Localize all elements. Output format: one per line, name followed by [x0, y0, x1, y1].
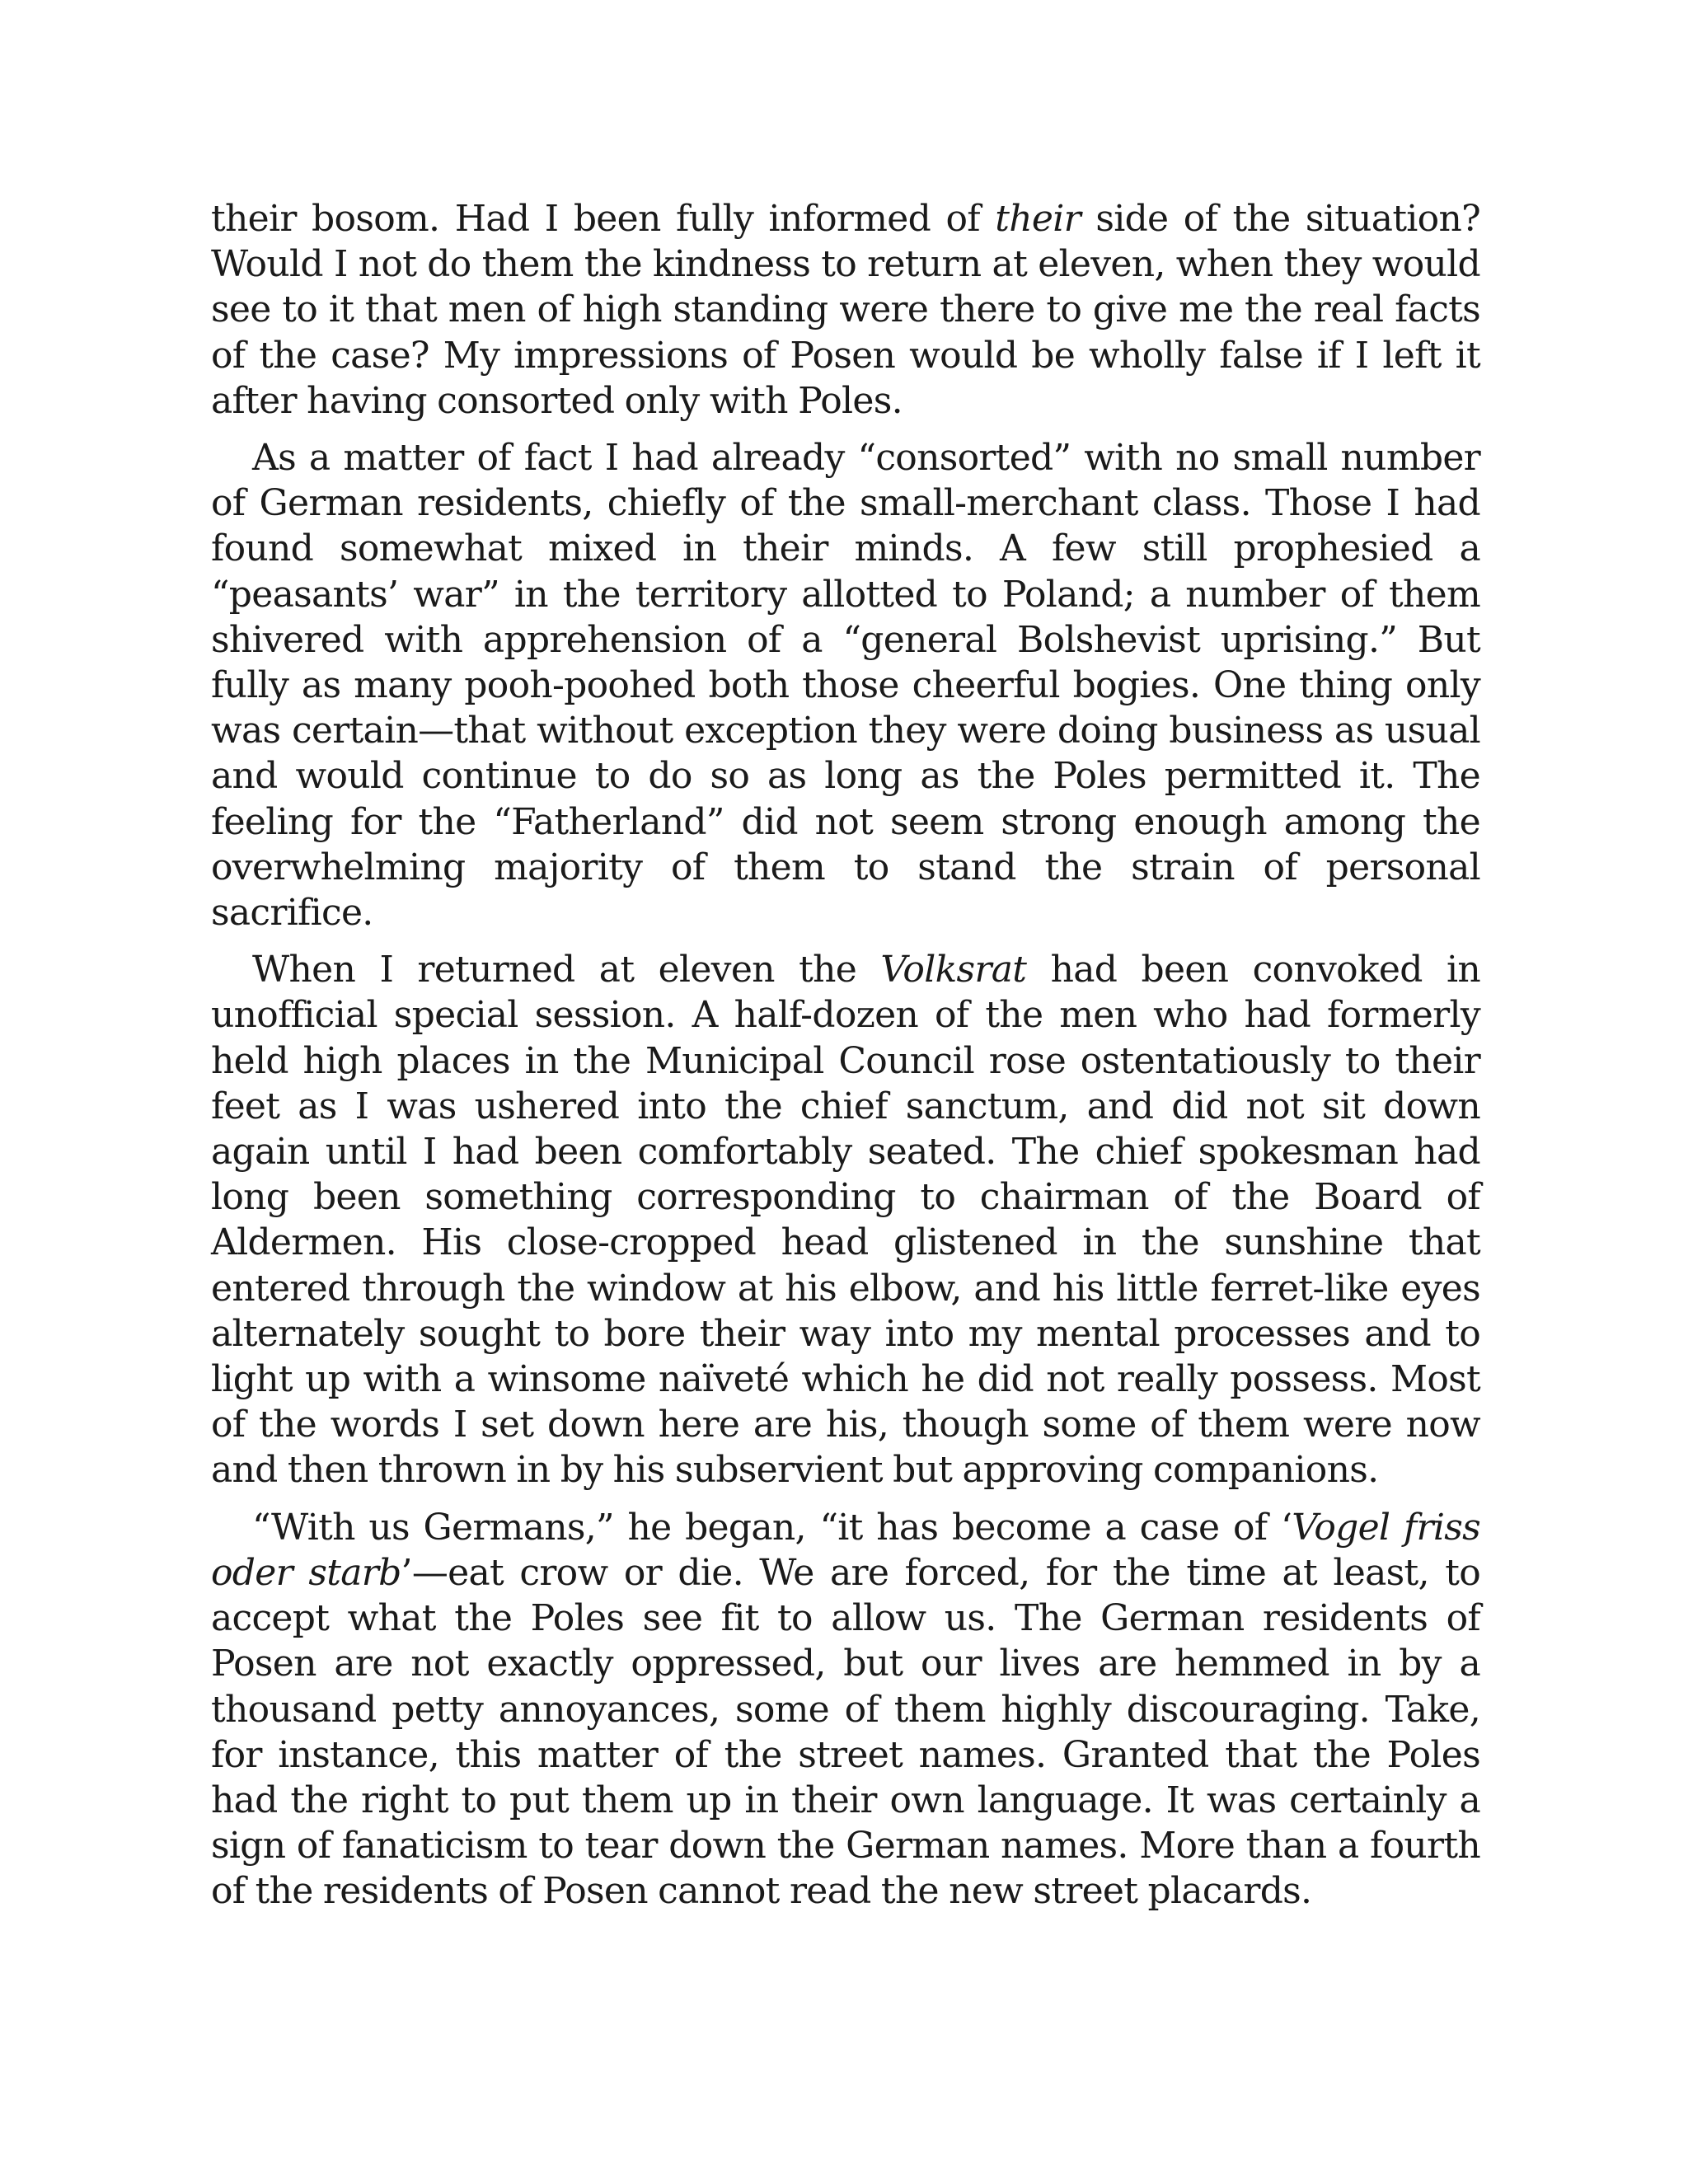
paragraph-1-text-a: their bosom. Had I been fully informed of — [211, 198, 996, 240]
paragraph-3-text-a: When I returned at eleven the — [252, 949, 881, 991]
paragraph-3-italic-volksrat: Volksrat — [880, 949, 1027, 991]
paragraph-4-text-b: ’—eat crow or die. We are forced, for the time at least, to accept what the Poles see fit to allow us. The German residents of Posen are not exactly oppressed, but our lives are hemmed in by a thousand petty annoyances, some of them highly discouraging. Take, for instance, this matter of the street names. Granted that the Poles had the right to put them up in their own language. It was certainly a sign of fanaticism to tear down the German names. More than a fourth of the residents of Posen cannot read the new street placards. — [211, 1551, 1480, 1913]
paragraph-2: As a matter of fact I had already “consorted” with no small number of German residents, chiefly of the small-merchant class. Those I had found somewhat mixed in their minds. A few still prophesied a “peasants’ war” in the territory allotted to Poland; a number of them shivered with apprehension of a “general Bolshevist uprising.” But fully as many pooh-poohed both those cheerful bogies. One thing only was certain—that without exception they were doing business as usual and would continue to do so as long as the Poles permitted it. The feeling for the “Fatherland” did not seem strong enough among the overwhelming majority of them to stand the strain of personal sacrifice. — [211, 437, 1480, 935]
paragraph-1 — [211, 196, 1480, 424]
book-page — [211, 196, 1480, 1915]
paragraph-3-text-b: had been convoked in unofficial special session. A half-dozen of the men who had formerly held high places in the Municipal Council rose ostentatiously to their feet as I was ushered into the chief sanctum, and did not sit down again until I had been comfortably seated. The chief spokesman had long been something corresponding to chairman of the Board of Aldermen. His close-cropped head glistened in the sunshine that entered through the window at his elbow, and his little ferret-like eyes alternately sought to bore their way into my mental processes and to light up with a winsome naïveté which he did not really possess. Most of the words I set down here are his, though some of them were now and then thrown in by his subservient but approving companions. — [211, 949, 1480, 1492]
paragraph-1-italic-their: their — [995, 198, 1081, 240]
paragraph-4-italic-vogel-friss: Vogel friss oder starb — [211, 1506, 1480, 1594]
paragraph-4-text-a: “With us Germans,” he began, “it has become a case of ‘ — [252, 1506, 1292, 1549]
paragraph-1-text-b: side of the situation? Would I not do them the kindness to return at eleven, when they would see to it that men of high standing were there to give me the real facts of the case? My impressions of Posen would be wholly false if I left it after having consorted only with Poles. — [211, 198, 1480, 422]
paragraph-3 — [211, 947, 1480, 1493]
paragraph-4 — [211, 1505, 1480, 1915]
